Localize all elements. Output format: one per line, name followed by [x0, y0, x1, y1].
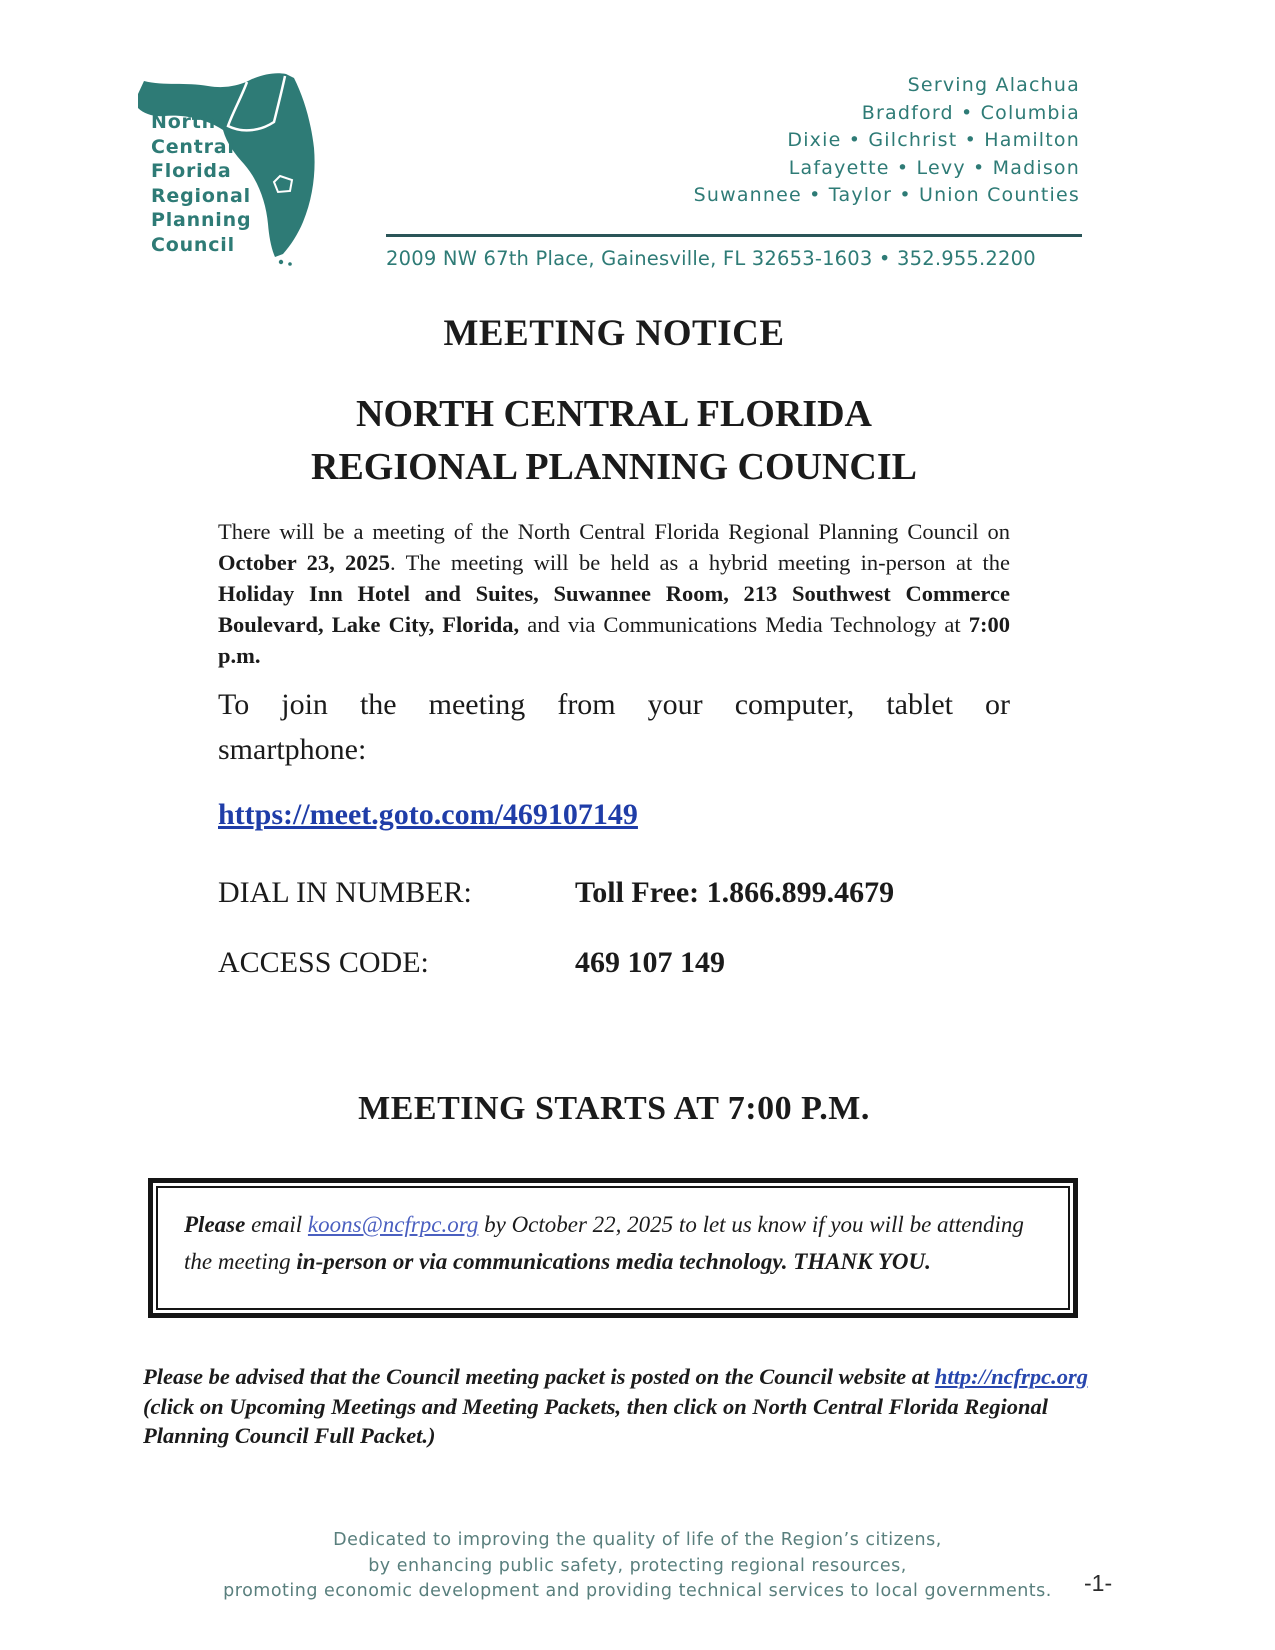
logo-line: Council	[151, 233, 235, 256]
dial-in-label: DIAL IN NUMBER:	[218, 876, 472, 909]
meeting-date: October 23, 2025	[218, 550, 391, 575]
footer-line: promoting economic development and providing technical services to local governments.	[223, 1581, 1052, 1601]
org-title-line1: NORTH CENTRAL FLORIDA	[356, 393, 872, 435]
logo-line: North	[151, 111, 216, 133]
org-title	[218, 388, 1010, 494]
org-address: 2009 NW 67th Place, Gainesville, FL 32653-1603 • 352.955.2200	[386, 247, 1036, 270]
serving-line: Lafayette • Levy • Madison	[788, 156, 1080, 179]
rsvp-text: by October 22, 2025 to let us know if you will be attending the meeting	[184, 1212, 1024, 1274]
rsvp-text: email	[245, 1212, 308, 1237]
meeting-location: Holiday Inn Hotel and Suites, Suwannee Room, 213 Southwest Commerce Boulevard, Lake City, Florida,	[218, 581, 1010, 637]
org-logo	[133, 64, 375, 269]
packet-text: (click on Upcoming Meetings and Meeting Packets, then click on North Central Florida Regional Planning Council Full Packet.)	[143, 1393, 1049, 1448]
packet-note	[143, 1362, 1098, 1451]
packet-text: Please be advised that the Council meeting packet is posted on the Council website at	[143, 1364, 935, 1389]
rsvp-text: Please	[184, 1212, 246, 1237]
serving-line: Dixie • Gilchrist • Hamilton	[787, 129, 1080, 151]
letterhead-divider	[386, 234, 1082, 237]
access-code-value: 469 107 149	[575, 946, 725, 979]
org-title-line2: REGIONAL PLANNING COUNCIL	[311, 446, 917, 488]
logo-line: Regional	[151, 184, 251, 207]
serving-line: Bradford • Columbia	[861, 101, 1080, 124]
access-code-label: ACCESS CODE:	[218, 946, 429, 979]
org-logo-wordmark	[151, 110, 251, 257]
footer-line: Dedicated to improving the quality of life of the Region’s citizens,	[333, 1530, 942, 1550]
council-website-link[interactable]: http://ncfrpc.org	[934, 1364, 1088, 1389]
intro-text: There will be a meeting of the North Central Florida Regional Planning Council on	[218, 519, 1010, 544]
rsvp-email-link[interactable]: koons@ncfrpc.org	[307, 1212, 479, 1237]
dial-in-number: Toll Free: 1.866.899.4679	[575, 876, 895, 909]
intro-text: . The meeting will be held as a hybrid meeting in-person at the	[390, 550, 1010, 575]
meeting-url-link[interactable]: https://meet.goto.com/469107149	[218, 798, 638, 831]
serving-line: Suwannee • Taylor • Union Counties	[693, 184, 1080, 206]
join-instructions: To join the meeting from your computer, tablet or smartphone:	[218, 688, 1010, 766]
serving-counties	[694, 72, 1080, 210]
dial-in-row	[218, 876, 1010, 910]
serving-line: Serving Alachua	[907, 74, 1080, 96]
page-number: -1-	[1084, 1570, 1113, 1596]
page-title: MEETING NOTICE	[443, 313, 785, 354]
rsvp-box	[148, 1178, 1078, 1318]
logo-line: Planning	[151, 209, 252, 231]
logo-line: Central	[151, 135, 235, 158]
rsvp-text: in-person or via communications media technology. THANK YOU.	[296, 1249, 931, 1274]
footer-line: by enhancing public safety, protecting regional resources,	[368, 1555, 907, 1576]
meeting-time: 7:00 p.m.	[218, 612, 1010, 668]
access-code-row	[218, 946, 1010, 980]
logo-line: Florida	[151, 160, 232, 182]
rsvp-box-inner	[156, 1186, 1070, 1310]
intro-text: and via Communications Media Technology at	[519, 612, 969, 637]
meeting-details-paragraph	[218, 516, 1010, 671]
meeting-start-time-banner: MEETING STARTS AT 7:00 P.M.	[358, 1090, 870, 1127]
